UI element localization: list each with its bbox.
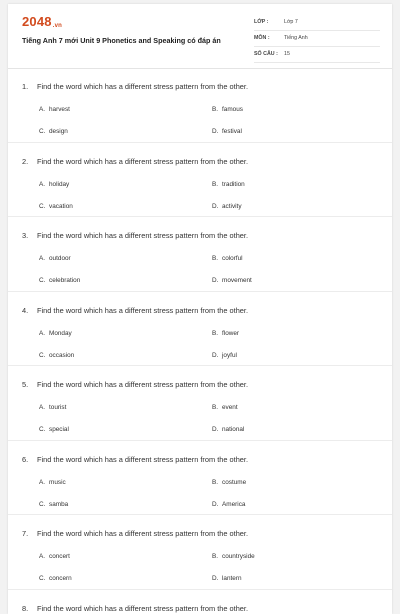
question-item (8, 515, 392, 590)
option-b[interactable] (212, 181, 245, 188)
option-text: Monday (49, 330, 72, 337)
question-text: Find the word which has a different stress pattern from the other. (37, 380, 248, 389)
option-letter: C. (39, 352, 49, 359)
option-text: vacation (49, 203, 73, 210)
option-letter: D. (212, 426, 222, 433)
option-letter: D. (212, 128, 222, 135)
option-letter: B. (212, 479, 222, 486)
option-d[interactable] (212, 426, 244, 433)
option-letter: C. (39, 501, 49, 508)
meta-value: 15 (284, 51, 290, 57)
option-text: colorful (222, 255, 243, 262)
option-c[interactable] (39, 426, 69, 433)
option-text: joyful (222, 352, 237, 359)
option-letter: A. (39, 255, 49, 262)
option-text: special (49, 426, 69, 433)
option-d[interactable] (212, 203, 242, 210)
site-logo[interactable] (22, 14, 62, 29)
option-d[interactable] (212, 277, 252, 284)
question-number: 5. (22, 380, 37, 389)
option-text: event (222, 404, 238, 411)
question-list (8, 68, 392, 614)
meta-value: Lớp 7 (284, 19, 298, 25)
question-text: Find the word which has a different stress pattern from the other. (37, 231, 248, 240)
option-letter: C. (39, 203, 49, 210)
option-letter: B. (212, 255, 222, 262)
option-letter: B. (212, 106, 222, 113)
option-a[interactable] (39, 181, 69, 188)
option-text: occasion (49, 352, 74, 359)
option-b[interactable] (212, 106, 243, 113)
option-text: lantern (222, 575, 242, 582)
option-text: festival (222, 128, 242, 135)
question-item (8, 590, 392, 614)
logo-text: 2048 (22, 14, 52, 29)
question-text: Find the word which has a different stress pattern from the other. (37, 82, 248, 91)
option-letter: B. (212, 330, 222, 337)
option-text: celebration (49, 277, 80, 284)
meta-label: LỚP : (254, 19, 268, 25)
question-prompt (22, 604, 248, 613)
meta-value: Tiếng Anh (284, 35, 308, 41)
question-prompt (22, 380, 248, 389)
question-prompt (22, 82, 248, 91)
logo-suffix: .vn (53, 23, 62, 29)
question-number: 6. (22, 455, 37, 464)
option-b[interactable] (212, 330, 239, 337)
question-item (8, 143, 392, 218)
option-letter: A. (39, 553, 49, 560)
option-d[interactable] (212, 501, 245, 508)
question-item (8, 217, 392, 292)
question-prompt (22, 157, 248, 166)
option-letter: D. (212, 203, 222, 210)
option-text: outdoor (49, 255, 71, 262)
option-c[interactable] (39, 277, 80, 284)
question-text: Find the word which has a different stress pattern from the other. (37, 529, 248, 538)
option-text: America (222, 501, 245, 508)
option-text: concert (49, 553, 70, 560)
option-letter: D. (212, 277, 222, 284)
option-text: flower (222, 330, 239, 337)
question-prompt (22, 306, 248, 315)
question-number: 2. (22, 157, 37, 166)
option-a[interactable] (39, 553, 70, 560)
option-letter: B. (212, 181, 222, 188)
option-letter: C. (39, 277, 49, 284)
option-letter: A. (39, 404, 49, 411)
question-item (8, 366, 392, 441)
option-letter: A. (39, 479, 49, 486)
question-item (8, 441, 392, 516)
option-a[interactable] (39, 404, 66, 411)
option-letter: C. (39, 426, 49, 433)
option-text: tradition (222, 181, 245, 188)
question-number: 8. (22, 604, 37, 613)
option-text: samba (49, 501, 68, 508)
meta-label: SỐ CÂU : (254, 51, 278, 57)
option-text: tourist (49, 404, 66, 411)
option-text: costume (222, 479, 246, 486)
option-letter: A. (39, 181, 49, 188)
option-text: national (222, 426, 244, 433)
option-text: design (49, 128, 68, 135)
meta-label: MÔN : (254, 35, 270, 41)
option-a[interactable] (39, 479, 66, 486)
option-d[interactable] (212, 575, 242, 582)
option-text: movement (222, 277, 252, 284)
question-item (8, 292, 392, 367)
meta-row-subject (254, 33, 380, 47)
option-c[interactable] (39, 128, 68, 135)
question-number: 1. (22, 82, 37, 91)
option-c[interactable] (39, 575, 72, 582)
option-c[interactable] (39, 501, 68, 508)
option-letter: D. (212, 575, 222, 582)
meta-row-class (254, 17, 380, 31)
question-text: Find the word which has a different stress pattern from the other. (37, 306, 248, 315)
option-b[interactable] (212, 255, 243, 262)
option-letter: A. (39, 330, 49, 337)
question-number: 4. (22, 306, 37, 315)
option-text: harvest (49, 106, 70, 113)
option-text: holiday (49, 181, 69, 188)
option-letter: D. (212, 501, 222, 508)
question-text: Find the word which has a different stress pattern from the other. (37, 157, 248, 166)
option-letter: B. (212, 553, 222, 560)
option-letter: B. (212, 404, 222, 411)
question-prompt (22, 231, 248, 240)
question-text: Find the word which has a different stress pattern from the other. (37, 455, 248, 464)
question-prompt (22, 529, 248, 538)
worksheet-page (8, 4, 392, 614)
option-letter: C. (39, 128, 49, 135)
option-a[interactable] (39, 106, 70, 113)
option-b[interactable] (212, 404, 238, 411)
option-text: concern (49, 575, 72, 582)
question-prompt (22, 455, 248, 464)
document-title: Tiếng Anh 7 mới Unit 9 Phonetics and Speaking có đáp án (22, 36, 221, 45)
option-letter: A. (39, 106, 49, 113)
option-letter: C. (39, 575, 49, 582)
question-item (8, 68, 392, 143)
question-text: Find the word which has a different stress pattern from the other. (37, 604, 248, 613)
option-c[interactable] (39, 352, 74, 359)
worksheet-meta (254, 17, 380, 65)
option-c[interactable] (39, 203, 73, 210)
option-letter: D. (212, 352, 222, 359)
worksheet-header (8, 4, 392, 69)
meta-row-count (254, 49, 380, 63)
option-d[interactable] (212, 352, 237, 359)
option-a[interactable] (39, 255, 71, 262)
option-text: famous (222, 106, 243, 113)
option-d[interactable] (212, 128, 242, 135)
option-b[interactable] (212, 479, 246, 486)
option-text: music (49, 479, 66, 486)
option-a[interactable] (39, 330, 72, 337)
option-b[interactable] (212, 553, 255, 560)
question-number: 3. (22, 231, 37, 240)
question-number: 7. (22, 529, 37, 538)
option-text: activity (222, 203, 242, 210)
option-text: countryside (222, 553, 255, 560)
